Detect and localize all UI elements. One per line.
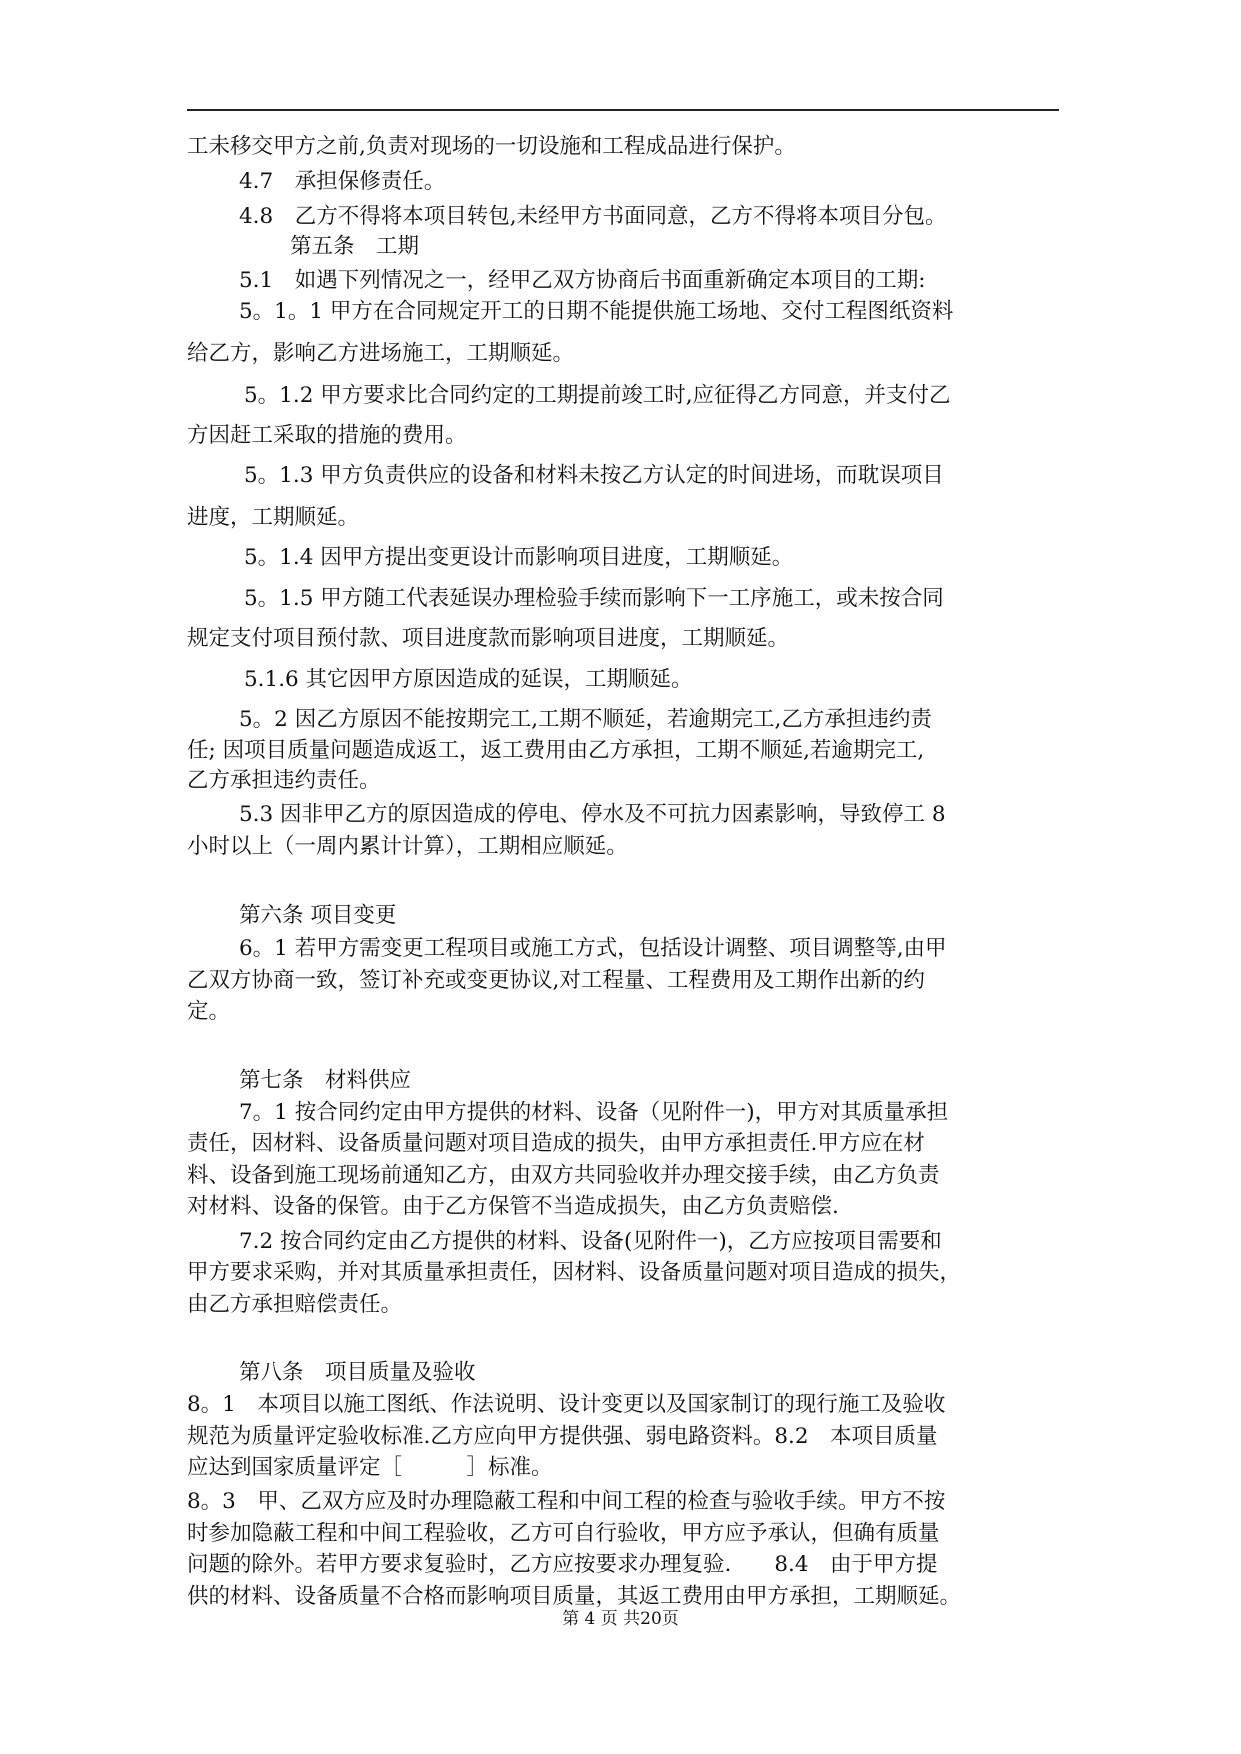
text-line: 乙双方协商一致，签订补充或变更协议,对工程量、工程费用及工期作出新的约	[187, 968, 925, 993]
clause-6-1: 6。1 若甲方需变更工程项目或施工方式，包括设计调整、项目调整等,由甲	[239, 936, 947, 961]
text-line: 任; 因项目质量问题造成返工，返工费用由乙方承担，工期不顺延,若逾期完工,	[187, 738, 925, 763]
header-rule	[187, 109, 1059, 111]
text-line: 进度，工期顺延。	[187, 505, 360, 530]
clause-5-1-3: 5。1.3 甲方负责供应的设备和材料未按乙方认定的时间进场，而耽误项目	[244, 463, 944, 488]
article-6-heading: 第六条 项目变更	[239, 903, 397, 928]
text-line: 乙方承担违约责任。	[187, 768, 381, 793]
clause-5-2: 5。2 因乙方原因不能按期完工,工期不顺延，若逾期完工,乙方承担违约责	[239, 707, 932, 732]
clause-5-1-5: 5。1.5 甲方随工代表延误办理检验手续而影响下一工序施工，或未按合同	[244, 586, 944, 611]
text-line: 定。	[187, 999, 231, 1024]
article-8-heading: 第八条 项目质量及验收	[239, 1360, 476, 1385]
clause-5-1-2: 5。1.2 甲方要求比合同约定的工期提前竣工时,应征得乙方同意，并支付乙	[244, 383, 951, 408]
text-line: 方因赶工采取的措施的费用。	[187, 423, 467, 448]
clause-7-2: 7.2 按合同约定由乙方提供的材料、设备(见附件一)，乙方应按项目需要和	[239, 1229, 942, 1254]
text-line: 小时以上（一周内累计计算），工期相应顺延。	[187, 834, 628, 859]
text-line: 料、设备到施工现场前通知乙方，由双方共同验收并办理交接手续，由乙方负责	[187, 1163, 940, 1188]
text-line: 责任，因材料、设备质量问题对项目造成的损失，由甲方承担责任.甲方应在材	[187, 1131, 925, 1156]
text-line: 规范为质量评定验收标准.乙方应向甲方提供强、弱电路资料。8.2 本项目质量	[187, 1424, 938, 1449]
text-line: 供的材料、设备质量不合格而影响项目质量，其返工费用由甲方承担，工期顺延。	[187, 1584, 962, 1609]
clause-5-1-1: 5。1。1 甲方在合同规定开工的日期不能提供施工场地、交付工程图纸资料	[239, 299, 954, 324]
clause-7-1: 7。1 按合同约定由甲方提供的材料、设备（见附件一)，甲方对其质量承担	[239, 1100, 949, 1125]
clause-8-1: 8。1 本项目以施工图纸、作法说明、设计变更以及国家制订的现行施工及验收	[187, 1392, 946, 1417]
text-line: 工未移交甲方之前,负责对现场的一切设施和工程成品进行保护。	[187, 134, 796, 159]
article-5-heading: 第五条 工期	[290, 234, 420, 259]
text-line: 问题的除外。若甲方要求复验时，乙方应按要求办理复验. 8.4 由于甲方提	[187, 1552, 938, 1577]
clause-5-3: 5.3 因非甲乙方的原因造成的停电、停水及不可抗力因素影响，导致停工 8	[239, 802, 946, 827]
text-line: 对材料、设备的保管。由于乙方保管不当造成损失，由乙方负责赔偿.	[187, 1194, 839, 1219]
clause-4-7: 4.7 承担保修责任。	[239, 169, 446, 194]
article-7-heading: 第七条 材料供应	[239, 1068, 412, 1093]
text-line: 规定支付项目预付款、项目进度款而影响项目进度，工期顺延。	[187, 626, 790, 651]
clause-5-1-4: 5。1.4 因甲方提出变更设计而影响项目进度，工期顺延。	[244, 545, 794, 570]
text-line: 应达到国家质量评定［ ］标准。	[187, 1455, 553, 1480]
page-footer: 第 4 页 共20页	[562, 1609, 679, 1629]
clause-5-1-6: 5.1.6 其它因甲方原因造成的延误，工期顺延。	[244, 667, 693, 692]
clause-8-3: 8。3 甲、乙双方应及时办理隐蔽工程和中间工程的检查与验收手续。甲方不按	[187, 1489, 946, 1514]
text-line: 由乙方承担赔偿责任。	[187, 1292, 403, 1317]
text-line: 甲方要求采购，并对其质量承担责任，因材料、设备质量问题对项目造成的损失，	[187, 1260, 962, 1285]
text-line: 时参加隐蔽工程和中间工程验收，乙方可自行验收，甲方应予承认，但确有质量	[187, 1521, 940, 1546]
clause-4-8: 4.8 乙方不得将本项目转包,未经甲方书面同意，乙方不得将本项目分包。	[239, 204, 947, 229]
text-line: 给乙方，影响乙方进场施工，工期顺延。	[187, 341, 575, 366]
clause-5-1: 5.1 如遇下列情况之一，经甲乙双方协商后书面重新确定本项目的工期:	[239, 268, 926, 293]
